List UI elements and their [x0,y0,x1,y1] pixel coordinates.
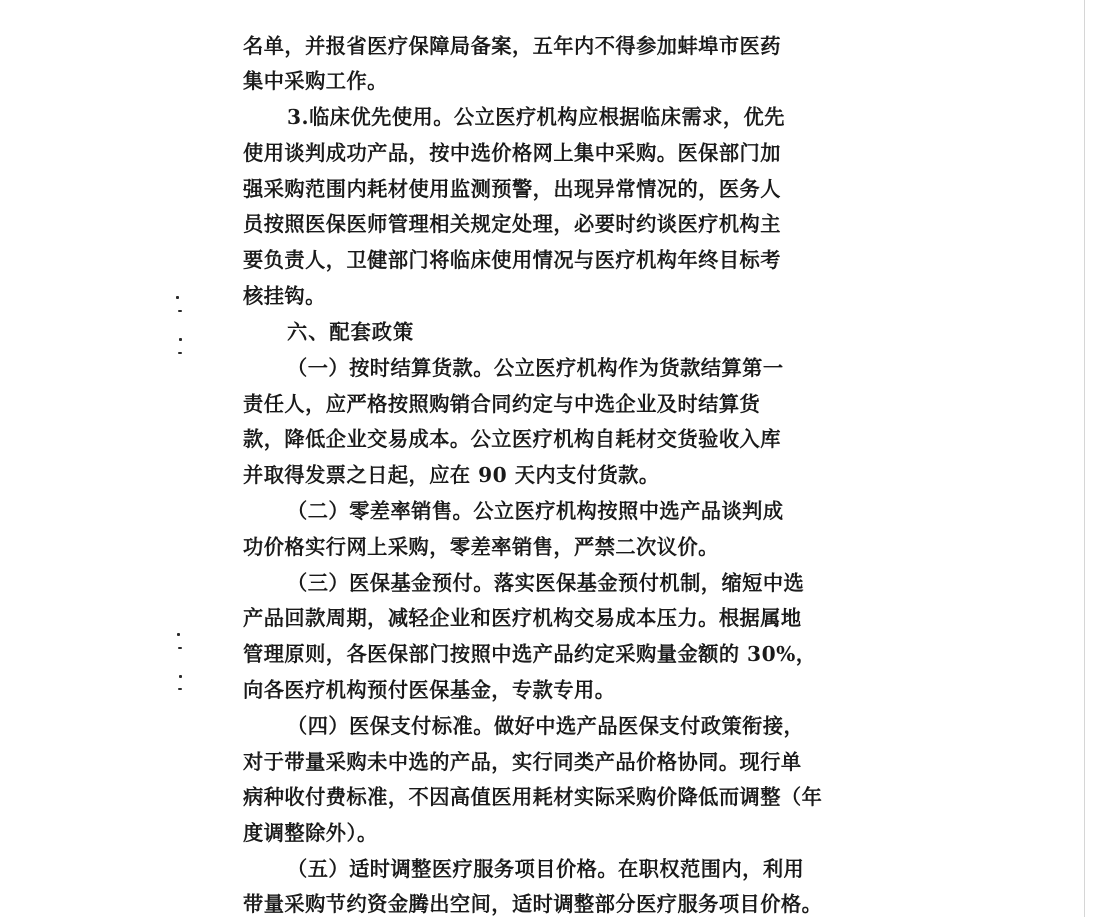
text-line: 款，降低企业交易成本。公立医疗机构自耗材交货验收入库 [243,427,781,451]
text-line: 管理原则，各医保部门按照中选产品约定采购量金额的 30%， [243,642,817,666]
text-line: 度调整除外）。 [243,821,378,845]
text-line: 强采购范围内耗材使用监测预警，出现异常情况的，医务人 [243,177,781,201]
scan-speck [177,633,180,636]
text-line: （一）按时结算货款。公立医疗机构作为货款结算第一 [287,356,784,380]
text-line: 并取得发票之日起，应在 90 天内支付货款。 [243,463,660,487]
text-line: 对于带量采购未中选的产品，实行同类产品价格协同。现行单 [243,750,802,774]
page-edge-divider [1084,0,1085,917]
scan-speck [179,675,182,678]
text-line: 员按照医保医师管理相关规定处理，必要时约谈医疗机构主 [243,212,781,236]
text-line: （二）零差率销售。公立医疗机构按照中选产品谈判成 [287,499,784,523]
text-line: 3.临床优先使用。公立医疗机构应根据临床需求，优先 [287,105,785,129]
section-heading: 六、配套政策 [287,320,415,344]
text-line: 使用谈判成功产品，按中选价格网上集中采购。医保部门加 [243,141,781,165]
text-line: 病种收付费标准，不因高值医用耗材实际采购价降低而调整（年 [243,785,823,809]
scan-speck [179,338,182,341]
text-line: 向各医疗机构预付医保基金，专款专用。 [243,678,616,702]
scan-speck [176,296,179,299]
text-line: 责任人，应严格按照购销合同约定与中选企业及时结算货 [243,392,761,416]
scan-speck [178,352,182,354]
text-line: （三）医保基金预付。落实医保基金预付机制，缩短中选 [287,571,805,595]
text-line: 要负责人，卫健部门将临床使用情况与医疗机构年终目标考 [243,248,781,272]
text-line: 核挂钩。 [243,284,326,308]
scan-speck [178,688,182,690]
text-line: （五）适时调整医疗服务项目价格。在职权范围内，利用 [287,857,805,881]
text-line: 集中采购工作。 [243,69,388,93]
text-line: 带量采购节约资金腾出空间，适时调整部分医疗服务项目价格。 [243,892,823,916]
scan-speck [178,310,182,312]
text-line: 名单，并报省医疗保障局备案，五年内不得参加蚌埠市医药 [243,34,781,58]
text-line: 产品回款周期，减轻企业和医疗机构交易成本压力。根据属地 [243,606,802,630]
scan-speck [178,647,182,649]
text-line: 功价格实行网上采购，零差率销售，严禁二次议价。 [243,535,719,559]
text-line: （四）医保支付标准。做好中选产品医保支付政策衔接， [287,714,805,738]
